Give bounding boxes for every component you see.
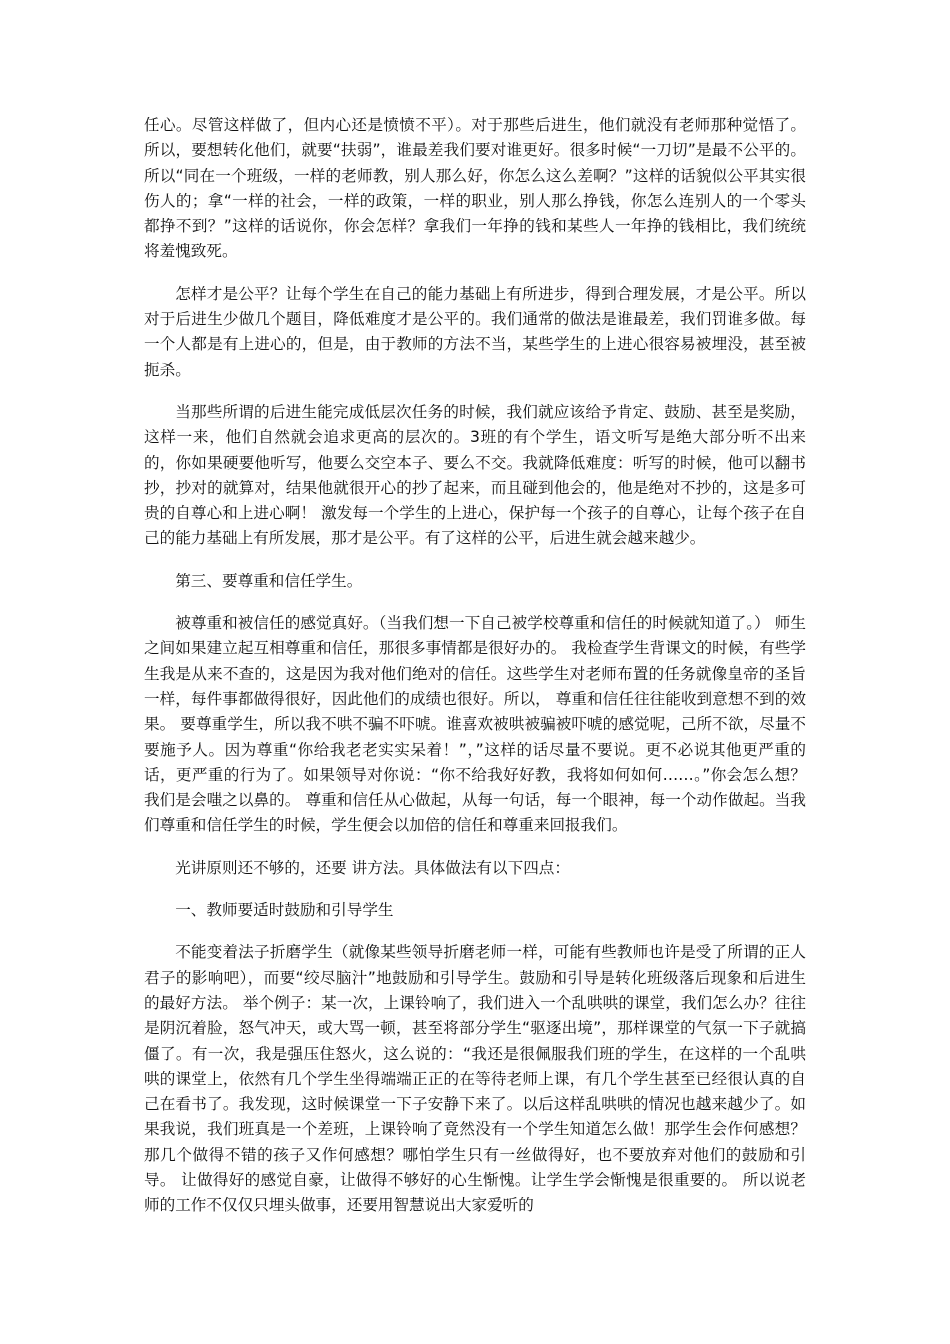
paragraph-fairness-continued: 任心。尽管这样做了，但内心还是愤愤不平）。对于那些后进生，他们就没有老师那种觉悟了。所以，要想转化他们，就要“扶弱”，谁最差我们要对谁更好。很多时候“一刀切”是最不公平的。所以“同在一个班级，一样的老师教，别人那么好，你怎么这么差啊？”这样的话貌似公平其实很伤人的；拿“一样的社会，一样的政策，一样的职业，别人那么挣钱，你怎么连别人的一个零头都挣不到？”这样的话说你，你会怎样？拿我们一年挣的钱和某些人一年挣的钱相比，我们统统将羞愧致死。 <box>144 116 806 261</box>
paragraph-encourage-and-guide: 不能变着法子折磨学生（就像某些领导折磨老师一样，可能有些教师也许是受了所谓的正人君子的影响吧），而要“绞尽脑汁”地鼓励和引导学生。鼓励和引导是转化班级落后现象和后进生的最好方法。 举个例子：某一次，上课铃响了，我们进入一个乱哄哄的课堂，我们怎么办？往往是阴沉着脸，怒气冲天，或大骂一顿，甚至将部分学生“驱逐出境”，那样课堂的气氛一下子就搞僵了。有一次，我是强压住怒火，这么说的：“我还是很佩服我们班的学生，在这样的一个乱哄哄的课堂上，依然有几个学生坐得端端正正的在等待老师上课，有几个学生甚至已经很认真的自己在看书了。我发现，这时候课堂一下子安静下来了。以后这样乱哄哄的情况也越来越少了。如果我说，我们班真是一个差班，上课铃响了竟然没有一个学生知道怎么做！那学生会作何感想？那几个做得不错的孩子又作何感想？哪怕学生只有一丝做得好，也不要放弃对他们的鼓励和引导。 让做得好的感觉自豪，让做得不够好的心生惭愧。让学生学会惭愧是很重要的。 所以说老师的工作不仅仅只埋头做事，还要用智慧说出大家爱听的 <box>144 943 806 1215</box>
paragraph-what-is-fairness: 怎样才是公平？让每个学生在自己的能力基础上有所进步，得到合理发展，才是公平。所以对于后进生少做几个题目，降低难度才是公平的。我们通常的做法是谁最差，我们罚谁多做。每一个人都是有上进心的，但是，由于教师的方法不当，某些学生的上进心很容易被埋没，甚至被扼杀。 <box>144 284 806 379</box>
paragraph-encourage-low-level-tasks: 当那些所谓的后进生能完成低层次任务的时候，我们就应该给予肯定、鼓励、甚至是奖励，这样一来，他们自然就会追求更高的层次的。3班的有个学生，语文听写是绝大部分听不出来的，你如果硬要他听写，他要么交空本子、要么不交。我就降低难度：听写的时候，他可以翻书抄，抄对的就算对，结果他就很开心的抄了起来，而且碰到他会的，他是绝对不抄的，这是多可贵的自尊心和上进心啊！ 激发每一个学生的上进心，保护每一个孩子的自尊心，让每个孩子在自己的能力基础上有所发展，那才是公平。有了这样的公平，后进生就会越来越少。 <box>144 402 806 548</box>
section-heading-respect-trust: 第三、要尊重和信任学生。 <box>175 571 363 590</box>
section-heading-encourage-guide: 一、教师要适时鼓励和引导学生 <box>175 901 394 920</box>
paragraph-methods-intro: 光讲原则还不够的，还要 讲方法。具体做法有以下四点： <box>175 858 570 877</box>
paragraph-respect-and-trust: 被尊重和被信任的感觉真好。（当我们想一下自己被学校尊重和信任的时候就知道了。） 师生之间如果建立起互相尊重和信任，那很多事情都是很好办的。 我检查学生背课文的时候，有些学生我是从来不查的，这是因为我对他们绝对的信任。这些学生对老师布置的任务就像皇帝的圣旨一样，每件事都做得很好，因此他们的成绩也很好。所以， 尊重和信任往往能收到意想不到的效果。 要尊重学生，所以我不哄不骗不吓唬。谁喜欢被哄被骗被吓唬的感觉呢，己所不欲，尽量不要施予人。因为尊重“你给我老老实实呆着！”，”这样的话尽量不要说。更不必说其他更严重的话，更严重的行为了。如果领导对你说：“你不给我好好教，我将如何如何……。”你会怎么想？我们是会嗤之以鼻的。 尊重和信任从心做起，从每一句话，每一个眼神，每一个动作做起。当我们尊重和信任学生的时候，学生便会以加倍的信任和尊重来回报我们。 <box>144 614 806 835</box>
document-page <box>144 113 806 1236</box>
